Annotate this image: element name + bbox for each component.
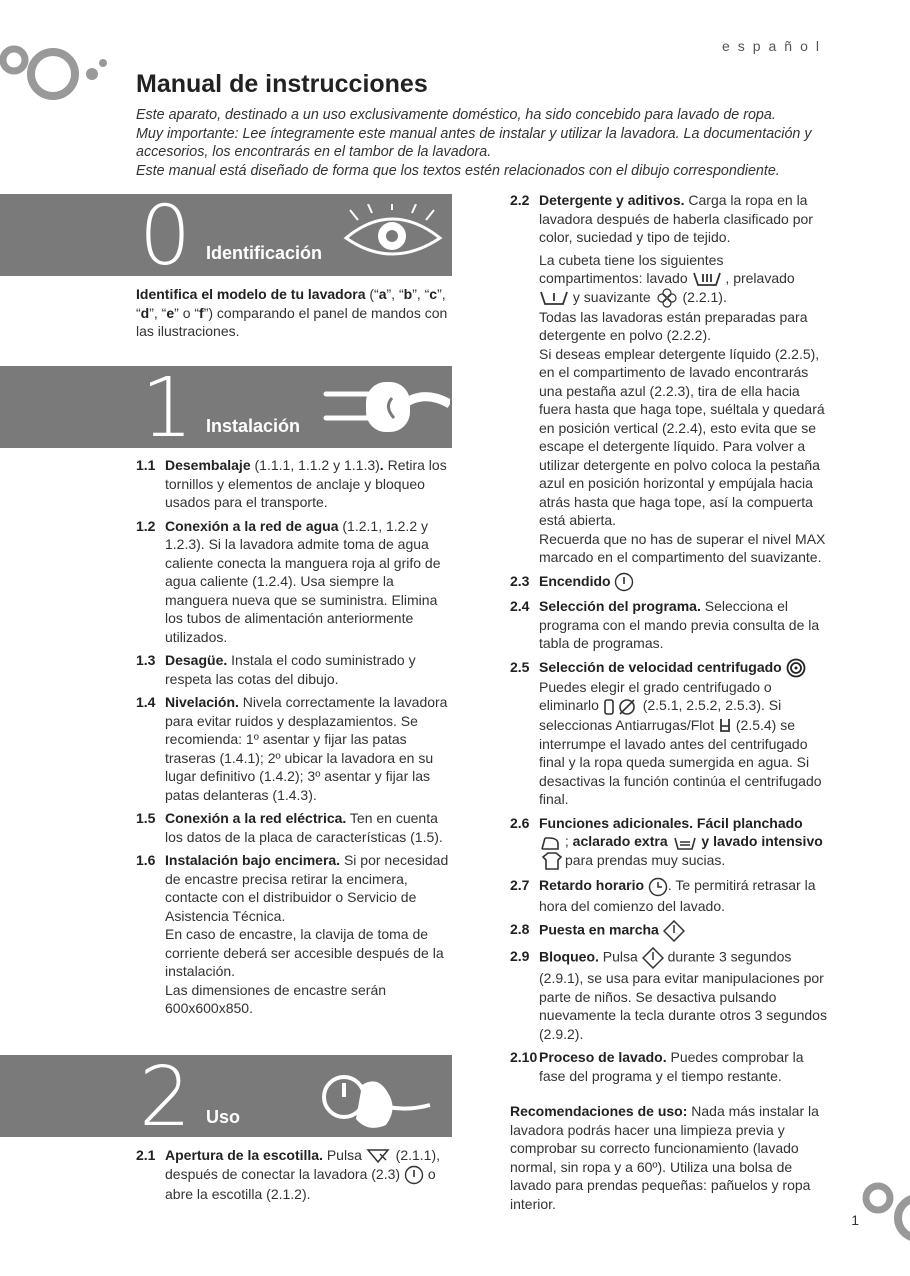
intro-paragraph: Muy importante: Lee íntegramente este manual antes de instalar y utilizar la lavadora. La documentación y accesorios, los encontrarás en el tambor de la lavadora. (136, 126, 812, 160)
extra-rinse-icon (672, 835, 698, 851)
list-item: 1.4 Nivelación. Nivela correctamente la lavadora para evitar ruidos y desplazamientos. Se recomienda: 1º asentar y fijar las patas traseras (1.4.1); 2º ubicar la lavadora en su lugar definitivo (1.4.2); 3º asentar y fijar las patas delanteras (1.4.3). (136, 694, 448, 803)
intro-text (136, 106, 836, 181)
list-item: 1.5 Conexión a la red eléctrica. Ten en cuenta los datos de la placa de características (1.5). (136, 810, 443, 845)
start-pause-icon (642, 947, 664, 969)
list-item: 2.6 Funciones adicionales. Fácil planchado ; aclarado extra y lavado intensivopara prendas muy sucias. (510, 814, 828, 871)
list-item: 2.5 Selección de velocidad centrifugado Puedes elegir el grado centrifugado o eliminarlo (2.5.1, 2.5.2, 2.5.3). Si seleccionas Antiarrugas/Flot (2.5.4) se interrumpe el lavado antes del centrifugado final y la ropa queda sumergida en agua. Si desactivas la función continúa el centrifugado final. (510, 658, 822, 808)
list-item: 1.6 Instalación bajo encimera. Si por necesidad de encastre precisa retirar la encimera, contacte con el distribuidor o Servicio de Asistencia Técnica. En caso de encastre, la clavija de toma de corriente deberá ser accesible después de la instalación. Las dimensiones de encastre serán 600x600x850. (136, 851, 454, 1018)
section-number: 0 (139, 189, 192, 284)
list-item: 2.8 Puesta en marcha (510, 920, 828, 942)
list-item: 2.4 Selección del programa. Selecciona el programa con el mando previa consulta de la tabla de programas. (510, 598, 820, 652)
plug-icon (322, 374, 450, 440)
no-spin-icon (603, 698, 639, 716)
list-item: 2.9 Bloqueo. Pulsa durante 3 segundos (2.9.1), se usa para evitar manipulaciones por parte de niños. Se desactiva pulsando nuevamente la tecla durante otros 3 segundos (2.9.2). (510, 948, 827, 1042)
list-item: 2.1 Apertura de la escotilla. Pulsa (2.1.1), después de conectar la lavadora (2.3) o abre la escotilla (2.1.2). (136, 1147, 441, 1202)
section-2-header (0, 1050, 452, 1145)
list-item: 2.7 Retardo horario . Te permitirá retrasar la hora del comienzo del lavado. (510, 877, 816, 914)
list-item: 2.3 Encendido (510, 572, 828, 592)
list-item: 1.2 Conexión a la red de agua (1.2.1, 1.2.2 y 1.2.3). Si la lavadora admite toma de agua caliente conecta la manguera roja al grifo de agua caliente (1.2.4). Usa siempre la manguera nueva que se suministra. Elimina los tubos de alimentación anteriormente utilizados. (136, 517, 441, 645)
section-0-header (0, 189, 452, 284)
language-label: español (721, 38, 827, 54)
list-item-text: En caso de encastre, la clavija de toma de corriente deberá ser accesible después de la instalación. (165, 926, 444, 979)
spin-icon (786, 658, 806, 678)
list-item-text: Todas las lavadoras están preparadas para detergente en polvo (2.2.2). (539, 308, 808, 344)
identify-paragraph: Identifica el modelo de tu lavadora (“a”, “b”, “c”, “d”, “e” o “f”) comparando el panel de mandos con las ilustraciones. (136, 286, 448, 339)
page-title: Manual de instrucciones (136, 70, 428, 98)
start-pause-icon (663, 920, 685, 942)
eye-icon (340, 204, 445, 266)
softener-flower-icon (655, 288, 679, 308)
list-item-text: La cubeta tiene los siguientes compartimentos: lavado , prelavado y suavizante (2.2.1). (539, 251, 828, 308)
section-1-body (136, 456, 454, 1023)
list-item-text: Recuerda que no has de superar el nivel MAX marcado en el compartimento del suavizante. (539, 530, 826, 566)
recommendations-paragraph: Recomendaciones de uso: Nada más instalar la lavadora podrás hacer una limpieza previa y comprobar su correcto funcionamiento (lavado normal, sin ropa y a 60º). Utiliza una bolsa de lavado para prendas pequeñas: pañuelos y ropa interior. (510, 1103, 819, 1212)
intro-paragraph: Este manual está diseñado de forma que los textos estén relacionados con el dibujo correspondiente. (136, 163, 780, 179)
decorative-circles-icon (0, 38, 110, 113)
prewash-compartment-icon (539, 290, 569, 306)
finger-press-icon (318, 1063, 436, 1133)
power-icon (404, 1165, 424, 1185)
page-number: 1 (851, 1212, 859, 1228)
list-item-text: Las dimensiones de encastre serán 600x600x850. (165, 981, 387, 1016)
list-item-text: Si deseas emplear detergente líquido (2.2.5), en el compartimento de lavado encontrarás una pestaña azul (2.2.3), tira de ella hacia fuera hasta que haga tope, suéltala y quedará en posición vertical (2.2.4), esto evita que se escape el detergente líquido. Para volver a utilizar detergente en polvo coloca la pestaña azul en posición horizontal y empújala hacia atrás hasta que haga tope, así la compuerta está abierta. (539, 345, 825, 529)
section-1-header (0, 361, 452, 456)
section-2-left-body (136, 1146, 454, 1208)
decorative-circles-icon (860, 1176, 910, 1256)
intro-paragraph: Este aparato, destinado a un uso exclusivamente doméstico, ha sido concebido para lavado de ropa. (136, 107, 776, 123)
list-item: 2.10 Proceso de lavado. Puedes comprobar la fase del programa y el tiempo restante. (510, 1049, 804, 1084)
section-number: 2 (139, 1050, 192, 1145)
section-2-right-body (510, 191, 828, 1213)
intensive-wash-icon (539, 851, 565, 871)
anticrease-icon (718, 717, 732, 735)
list-item: 1.1 Desembalaje (1.1.1, 1.1.2 y 1.1.3). Retira los tornillos y elementos de anclaje y bloqueo usados para el transporte. (136, 457, 447, 510)
power-icon (614, 572, 634, 592)
section-title: Uso (206, 1107, 241, 1127)
easy-iron-icon (539, 835, 561, 851)
section-title: Instalación (206, 416, 301, 436)
door-open-icon (366, 1148, 392, 1164)
section-number: 1 (141, 361, 194, 456)
section-0-body (136, 285, 454, 341)
list-item: 2.2 Detergente y aditivos. Carga la ropa en la lavadora después de haberla clasificado por color, suciedad y tipo de tejido. La cubeta tiene los siguientes compartimentos: lavado , prelavado y suavizante (2.2.1). Todas las lavadoras están preparadas para detergente en polvo (2.2.2). Si deseas emplear detergente líquido (2.2.5), en el compartimento de lavado encontrarás una pestaña azul (2.2.3), tira de ella hacia fuera hasta que haga tope, suéltala y quedará en posición vertical (2.2.4), esto evita que se escape el detergente líquido. Para volver a utilizar detergente en polvo coloca la pestaña azul en posición horizontal y empújala hacia atrás hasta que haga tope, así la compuerta está abierta. Recuerda que no has de superar el nivel MAX marcado en el compartimento del suavizante. (510, 191, 828, 567)
wash-compartment-icon (692, 271, 722, 287)
list-item: 1.3 Desagüe. Instala el codo suministrado y respeta las cotas del dibujo. (136, 652, 416, 687)
section-title: Identificación (206, 243, 323, 263)
clock-icon (648, 877, 668, 897)
